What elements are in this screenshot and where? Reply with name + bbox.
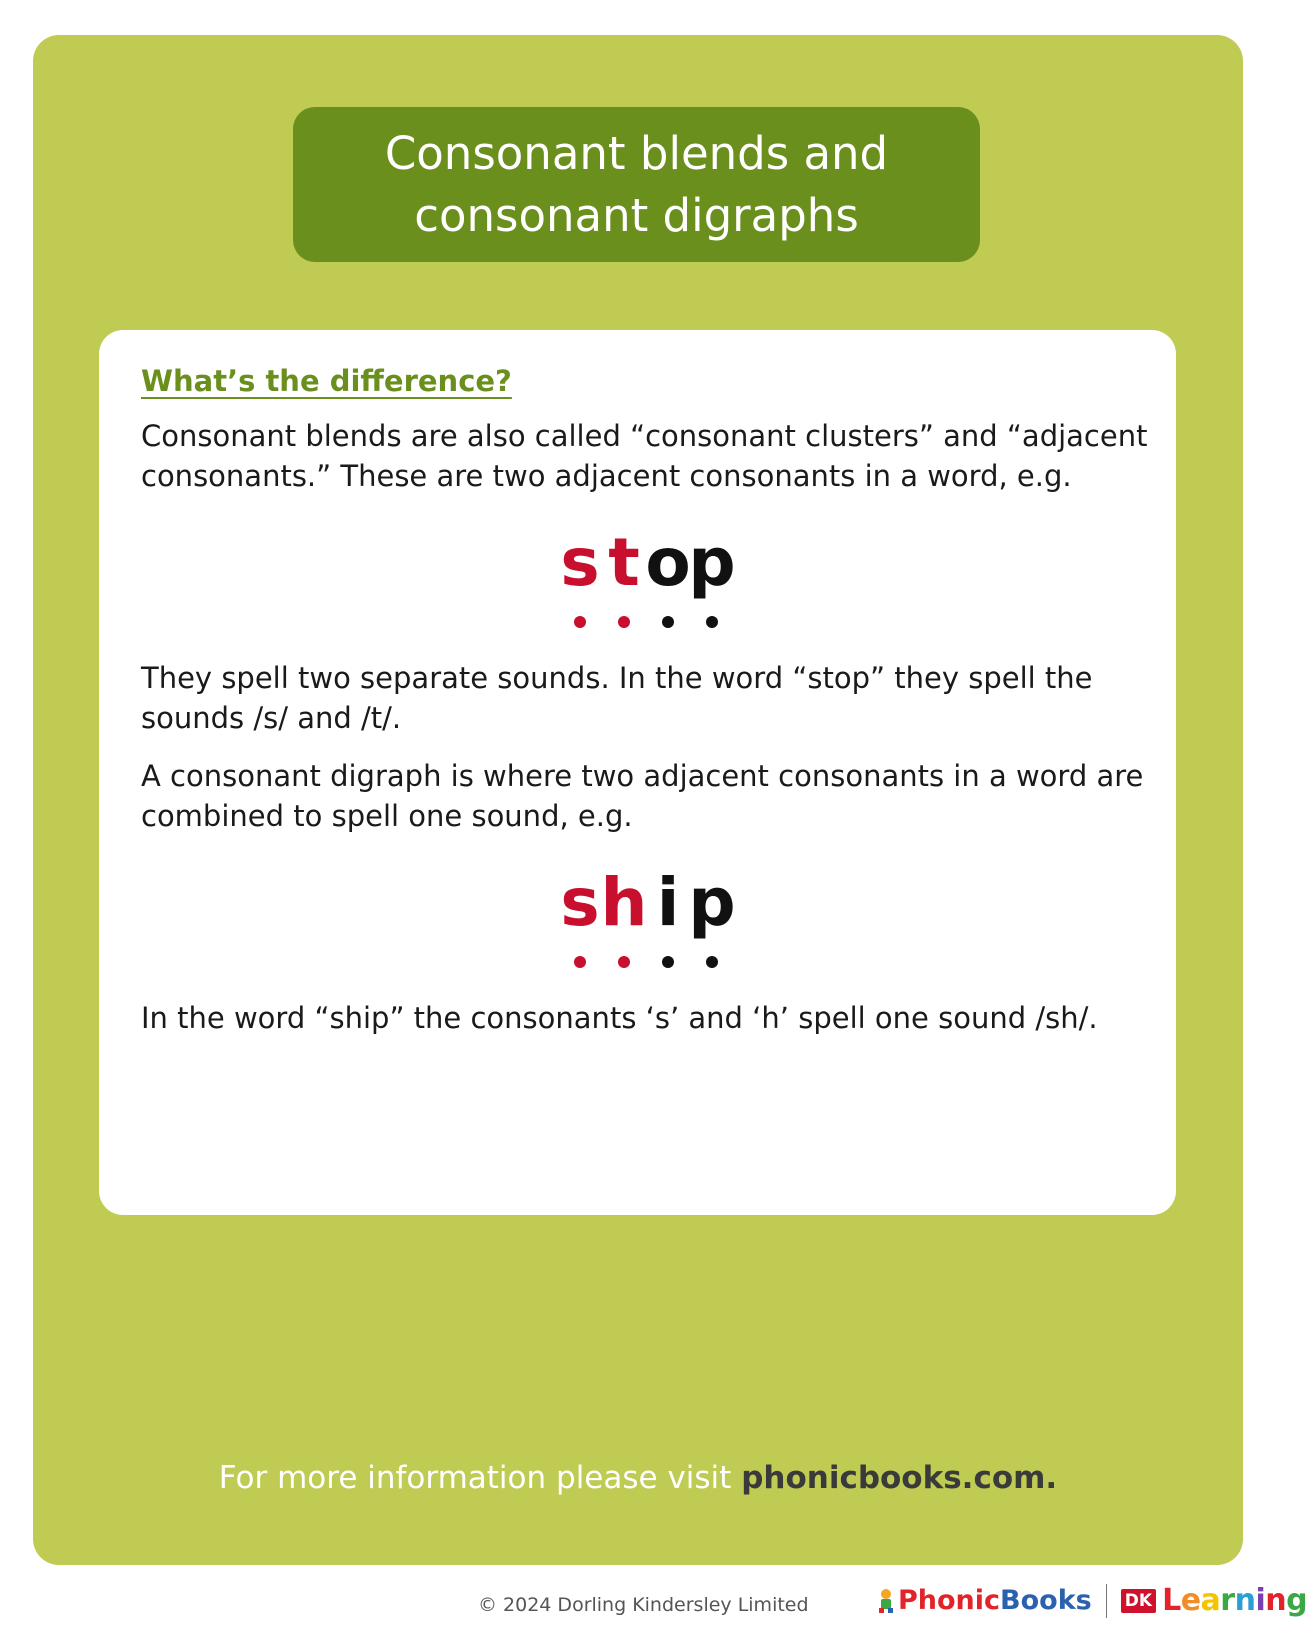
letter-column: [645, 524, 691, 628]
letter-column: [600, 864, 648, 968]
letter-column: [558, 524, 602, 628]
title-line-2: consonant digraphs: [414, 188, 859, 242]
logo-books-text: Books: [1000, 1585, 1092, 1616]
sound-dot: [574, 956, 586, 968]
page-title: [385, 123, 888, 247]
section-subheading: What’s the difference?: [141, 364, 512, 398]
title-banner: [293, 107, 980, 262]
paragraph-digraph: A consonant digraph is where two adjacent consonants in a word are combined to spell one sound, e.g.: [141, 759, 1144, 833]
letter-column: [688, 864, 736, 968]
sound-dot: [662, 616, 674, 628]
word-letter: s: [560, 864, 600, 941]
character-icon: [876, 1588, 896, 1614]
phonicbooks-logo: [876, 1585, 1092, 1616]
word-letter: t: [608, 524, 640, 601]
sound-dot: [618, 956, 630, 968]
dk-logo: DK: [1121, 1589, 1156, 1613]
content-card: [99, 330, 1176, 1215]
more-info-text: For more information please visit: [218, 1460, 742, 1496]
logo-phonic-text: Phonic: [898, 1585, 1001, 1616]
paragraph-blends: Consonant blends are also called “consonant clusters” and “adjacent consonants.” These are two adjacent consonants in a word, e.g.: [141, 419, 1148, 493]
sound-dot: [618, 616, 630, 628]
title-line-1: Consonant blends and: [384, 126, 889, 180]
copyright-notice: © 2024 Dorling Kindersley Limited: [478, 1594, 809, 1616]
word-letter: p: [688, 864, 736, 941]
example-word-stop: [141, 524, 1151, 628]
letter-column: [558, 864, 602, 968]
logo-divider: [1106, 1584, 1107, 1618]
sound-dot: [706, 616, 718, 628]
paragraph-separate-sounds: They spell two separate sounds. In the word “stop” they spell the sounds /s/ and /t/.: [141, 661, 1093, 735]
example-word-ship: [141, 864, 1151, 968]
paragraph-one-sound: In the word “ship” the consonants ‘s’ and ‘h’ spell one sound /sh/.: [141, 1001, 1098, 1035]
word-letter: i: [656, 864, 680, 941]
sound-dot: [574, 616, 586, 628]
sound-dot: [706, 956, 718, 968]
word-letter: p: [688, 524, 736, 601]
more-info-line: [33, 1460, 1243, 1496]
word-letter: h: [600, 864, 648, 941]
letter-column: [602, 524, 646, 628]
website-link[interactable]: phonicbooks.com.: [741, 1460, 1058, 1496]
word-letter: o: [645, 524, 691, 601]
letter-column: [646, 864, 690, 968]
publisher-logos: [876, 1583, 1307, 1618]
sound-dot: [662, 956, 674, 968]
word-letter: s: [560, 524, 600, 601]
letter-column: [688, 524, 736, 628]
learning-logo: Learning: [1162, 1583, 1307, 1618]
